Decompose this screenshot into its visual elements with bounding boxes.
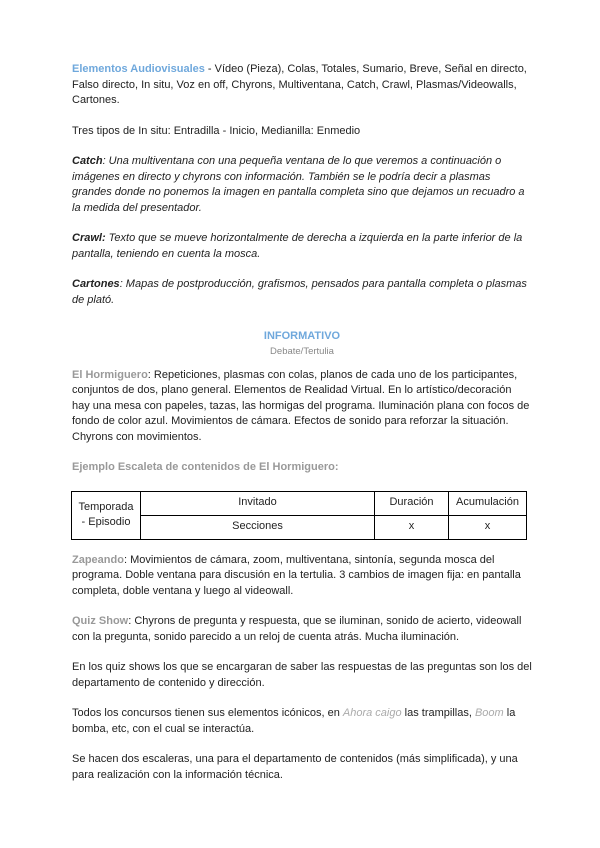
- document-page: [72, 62, 532, 783]
- text-quiz-show: : Chyrons de pregunta y respuesta, que se iluminan, sonido de acierto, videowall con la pregunta, sonido parecido a un reloj de cuenta atrás. Mucha iluminación.: [72, 615, 522, 643]
- paragraph-concursos: [72, 706, 532, 737]
- paragraph-escaleras: Se hacen dos escaleras, una para el departamento de contenidos (más simplificada), y una para realización con la información técnica.: [72, 753, 518, 781]
- paragraph-hormiguero: [72, 368, 532, 446]
- text-concursos-a: Todos los concursos tienen sus elementos icónicos, en: [72, 707, 343, 719]
- text-cartones: : Mapas de postproducción, grafismos, pensados para pantalla completa o plasmas de plató.: [72, 278, 527, 306]
- text-crawl: Texto que se mueve horizontalmente de derecha a izquierda en la parte inferior de la pantalla, teniendo en cuenta la mosca.: [72, 232, 523, 260]
- table-cell: Duración: [375, 491, 449, 515]
- paragraph-elementos: [72, 62, 532, 109]
- table-cell: x: [449, 515, 527, 539]
- label-zapeando: Zapeando: [72, 553, 124, 566]
- section-subheading: Debate/Tertulia: [270, 345, 334, 357]
- label-catch: Catch: [72, 155, 103, 167]
- paragraph-cartones: [72, 277, 532, 308]
- label-elementos: Elementos Audiovisuales: [72, 63, 205, 75]
- label-hormiguero: El Hormiguero: [72, 368, 148, 381]
- label-crawl: Crawl:: [72, 232, 106, 244]
- table-cell: Invitado: [141, 491, 375, 515]
- paragraph-crawl: [72, 231, 532, 262]
- escaleta-heading: Ejemplo Escaleta de contenidos de El Hormiguero:: [72, 461, 339, 473]
- label-boom: Boom: [474, 707, 504, 719]
- text-catch: : Una multiventana con una pequeña ventana de lo que veremos a continuación o imágenes en directo y chyrons con información. También se le podría decir a plasmas grandes donde no ponemos la imagen en pantalla completa sino que dejamos un recuadro a la medida del presentador.: [72, 155, 525, 214]
- text-zapeando: : Movimientos de cámara, zoom, multiventana, sintonía, segunda mosca del programa. Doble ventana para discusión en la tertulia. 3 cambios de imagen fija: en pantalla completa, doble ventana y luego al videowall.: [72, 553, 521, 597]
- text-concursos-c: las trampillas,: [401, 707, 475, 719]
- paragraph-in-situ: Tres tipos de In situ: Entradilla - Inicio, Medianilla: Enmedio: [72, 124, 361, 137]
- paragraph-zapeando: [72, 553, 532, 600]
- section-heading: INFORMATIVO: [263, 330, 341, 342]
- paragraph-quiz-respuestas: En los quiz shows los que se encargaran de saber las respuestas de las preguntas son los del departamento de contenido y dirección.: [72, 661, 532, 689]
- label-quiz-show: Quiz Show: [72, 615, 129, 627]
- table-cell: Secciones: [141, 515, 375, 539]
- text-hormiguero: : Repeticiones, plasmas con colas, planos de cada uno de los participantes, conjuntos de dos, plano general. Elementos de Realidad Virtual. En lo artístico/decoración hay una mesa con papeles, tazas, las hormigas del programa. Iluminación plana con focos de fondo de color azul. Movimientos de cámara. Efectos de sonido para reforzar la situación. Chyrons con movimientos.: [72, 368, 530, 443]
- text-concursos-e: la bomba, etc, con el cual se interactúa.: [72, 707, 516, 735]
- label-cartones: Cartones: [72, 278, 120, 290]
- table-cell: x: [375, 515, 449, 539]
- label-ahora-caigo: Ahora caigo: [342, 707, 402, 719]
- text-elementos: - Vídeo (Pieza), Colas, Totales, Sumario, Breve, Señal en directo, Falso directo, In situ, Voz en off, Chyrons, Multiventana, Catch, Crawl, Plasmas/Videowalls, Cartones.: [72, 63, 527, 106]
- table-cell: Acumulación: [449, 491, 527, 515]
- table-row: [72, 515, 527, 539]
- table-row: [72, 491, 527, 515]
- escaleta-table: [71, 491, 527, 540]
- paragraph-quiz-show: [72, 614, 532, 645]
- table-cell: Temporada - Episodio: [72, 491, 141, 539]
- paragraph-catch: [72, 154, 532, 216]
